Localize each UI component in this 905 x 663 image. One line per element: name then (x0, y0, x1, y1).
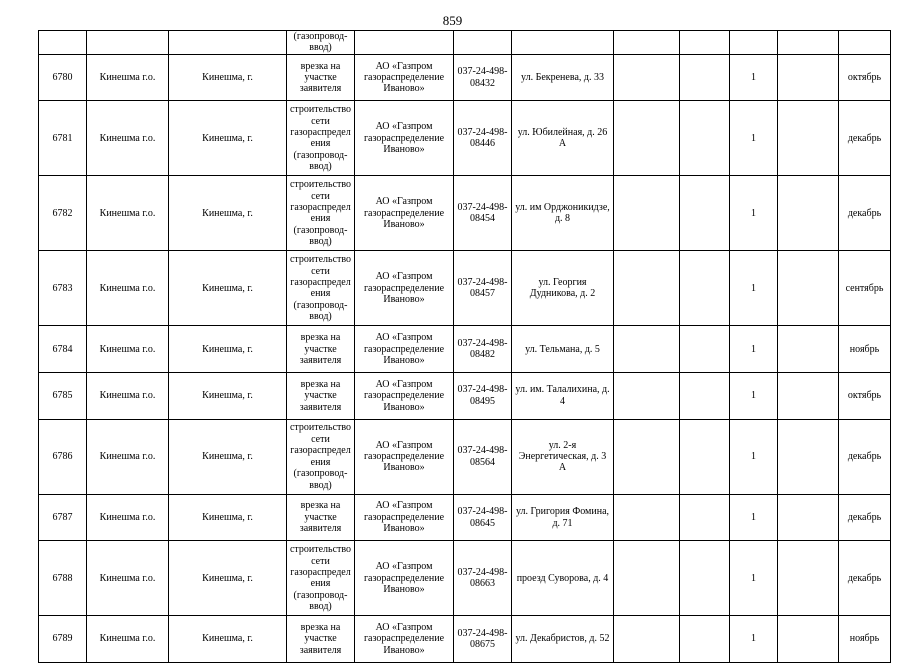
cell-application-id (454, 31, 512, 55)
cell-empty-b (680, 54, 730, 101)
cell-empty-b (680, 616, 730, 663)
cell-count: 1 (730, 373, 778, 420)
cell-number: 6782 (39, 176, 87, 251)
cell-empty-c (778, 54, 839, 101)
cell-settlement: Кинешма, г. (169, 176, 287, 251)
cell-application-id: 037-24-498-08482 (454, 326, 512, 373)
cell-number: 6781 (39, 101, 87, 176)
cell-count: 1 (730, 326, 778, 373)
cell-empty-c (778, 31, 839, 55)
cell-district: Кинешма г.о. (87, 101, 169, 176)
cell-organization: АО «Газпром газораспределение Иваново» (355, 176, 454, 251)
cell-work-type: строительство сети газораспределения (газопровод-ввод) (287, 251, 355, 326)
cell-district: Кинешма г.о. (87, 616, 169, 663)
cell-work-type: строительство сети газораспределения (газопровод-ввод) (287, 176, 355, 251)
cell-organization: АО «Газпром газораспределение Иваново» (355, 54, 454, 101)
cell-settlement: Кинешма, г. (169, 54, 287, 101)
cell-address: ул. 2-я Энергетическая, д. 3 А (512, 419, 614, 494)
cell-number: 6780 (39, 54, 87, 101)
cell-address: ул. Бекренева, д. 33 (512, 54, 614, 101)
cell-month: декабрь (839, 419, 891, 494)
table-row (39, 31, 891, 55)
cell-address: ул. Григория Фомина, д. 71 (512, 494, 614, 541)
cell-empty-c (778, 251, 839, 326)
cell-empty-c (778, 176, 839, 251)
cell-work-type: строительство сети газораспределения (газопровод-ввод) (287, 419, 355, 494)
cell-address: ул. Декабристов, д. 52 (512, 616, 614, 663)
cell-empty-a (614, 541, 680, 616)
cell-address: ул. Тельмана, д. 5 (512, 326, 614, 373)
table-row (39, 616, 891, 663)
cell-address: ул. Георгия Дудникова, д. 2 (512, 251, 614, 326)
cell-month: октябрь (839, 373, 891, 420)
cell-work-type: врезка на участке заявителя (287, 54, 355, 101)
cell-empty-a (614, 251, 680, 326)
cell-empty-c (778, 419, 839, 494)
cell-district (87, 31, 169, 55)
cell-address: ул. Юбилейная, д. 26 А (512, 101, 614, 176)
cell-empty-a (614, 326, 680, 373)
cell-count: 1 (730, 101, 778, 176)
cell-number: 6785 (39, 373, 87, 420)
cell-district: Кинешма г.о. (87, 326, 169, 373)
cell-empty-b (680, 101, 730, 176)
cell-count: 1 (730, 616, 778, 663)
cell-empty-b (680, 326, 730, 373)
cell-count: 1 (730, 541, 778, 616)
cell-application-id: 037-24-498-08446 (454, 101, 512, 176)
cell-address: ул. им Орджоникидзе, д. 8 (512, 176, 614, 251)
cell-organization: АО «Газпром газораспределение Иваново» (355, 616, 454, 663)
cell-number: 6783 (39, 251, 87, 326)
table-row (39, 251, 891, 326)
cell-application-id: 037-24-498-08564 (454, 419, 512, 494)
cell-settlement: Кинешма, г. (169, 616, 287, 663)
cell-settlement: Кинешма, г. (169, 101, 287, 176)
cell-count (730, 31, 778, 55)
cell-settlement: Кинешма, г. (169, 419, 287, 494)
cell-empty-a (614, 373, 680, 420)
cell-district: Кинешма г.о. (87, 541, 169, 616)
cell-empty-a (614, 494, 680, 541)
cell-month (839, 31, 891, 55)
cell-work-type: врезка на участке заявителя (287, 373, 355, 420)
cell-count: 1 (730, 494, 778, 541)
cell-organization: АО «Газпром газораспределение Иваново» (355, 541, 454, 616)
table-row (39, 326, 891, 373)
cell-empty-a (614, 101, 680, 176)
cell-organization: АО «Газпром газораспределение Иваново» (355, 326, 454, 373)
cell-application-id: 037-24-498-08495 (454, 373, 512, 420)
cell-empty-b (680, 31, 730, 55)
cell-number: 6787 (39, 494, 87, 541)
cell-settlement: Кинешма, г. (169, 251, 287, 326)
table-row (39, 373, 891, 420)
cell-empty-a (614, 31, 680, 55)
cell-work-type: строительство сети газораспределения (газопровод-ввод) (287, 541, 355, 616)
cell-empty-a (614, 54, 680, 101)
cell-empty-c (778, 616, 839, 663)
cell-empty-a (614, 176, 680, 251)
gas-connection-table (38, 30, 891, 663)
cell-empty-a (614, 419, 680, 494)
cell-organization (355, 31, 454, 55)
cell-application-id: 037-24-498-08432 (454, 54, 512, 101)
cell-application-id: 037-24-498-08675 (454, 616, 512, 663)
cell-empty-b (680, 176, 730, 251)
cell-month: октябрь (839, 54, 891, 101)
cell-work-type: врезка на участке заявителя (287, 616, 355, 663)
table-row (39, 101, 891, 176)
cell-month: декабрь (839, 494, 891, 541)
cell-application-id: 037-24-498-08454 (454, 176, 512, 251)
cell-district: Кинешма г.о. (87, 54, 169, 101)
cell-district: Кинешма г.о. (87, 419, 169, 494)
cell-empty-a (614, 616, 680, 663)
cell-empty-c (778, 494, 839, 541)
cell-settlement: Кинешма, г. (169, 373, 287, 420)
cell-work-type: врезка на участке заявителя (287, 326, 355, 373)
cell-number: 6789 (39, 616, 87, 663)
cell-district: Кинешма г.о. (87, 176, 169, 251)
cell-number (39, 31, 87, 55)
cell-count: 1 (730, 251, 778, 326)
cell-work-type: врезка на участке заявителя (287, 494, 355, 541)
table-row (39, 176, 891, 251)
cell-address: ул. им. Талалихина, д. 4 (512, 373, 614, 420)
page-number: 859 (442, 13, 463, 28)
cell-month: ноябрь (839, 616, 891, 663)
cell-empty-c (778, 373, 839, 420)
cell-number: 6788 (39, 541, 87, 616)
cell-application-id: 037-24-498-08457 (454, 251, 512, 326)
cell-settlement: Кинешма, г. (169, 326, 287, 373)
cell-settlement: Кинешма, г. (169, 494, 287, 541)
table-row (39, 54, 891, 101)
cell-empty-c (778, 326, 839, 373)
cell-month: декабрь (839, 176, 891, 251)
table-row (39, 541, 891, 616)
table-body (39, 31, 891, 663)
cell-settlement: Кинешма, г. (169, 541, 287, 616)
cell-empty-b (680, 251, 730, 326)
cell-count: 1 (730, 54, 778, 101)
cell-application-id: 037-24-498-08663 (454, 541, 512, 616)
cell-count: 1 (730, 176, 778, 251)
cell-empty-c (778, 541, 839, 616)
cell-number: 6784 (39, 326, 87, 373)
cell-empty-b (680, 494, 730, 541)
cell-organization: АО «Газпром газораспределение Иваново» (355, 419, 454, 494)
cell-empty-b (680, 419, 730, 494)
cell-organization: АО «Газпром газораспределение Иваново» (355, 251, 454, 326)
cell-empty-b (680, 373, 730, 420)
cell-month: декабрь (839, 541, 891, 616)
cell-address: проезд Суворова, д. 4 (512, 541, 614, 616)
table-row (39, 494, 891, 541)
cell-district: Кинешма г.о. (87, 494, 169, 541)
cell-work-type: (газопровод-ввод) (287, 31, 355, 55)
cell-organization: АО «Газпром газораспределение Иваново» (355, 373, 454, 420)
cell-month: ноябрь (839, 326, 891, 373)
cell-work-type: строительство сети газораспределения (газопровод-ввод) (287, 101, 355, 176)
table-row (39, 419, 891, 494)
cell-organization: АО «Газпром газораспределение Иваново» (355, 101, 454, 176)
cell-district: Кинешма г.о. (87, 251, 169, 326)
cell-settlement (169, 31, 287, 55)
cell-number: 6786 (39, 419, 87, 494)
cell-month: декабрь (839, 101, 891, 176)
cell-empty-c (778, 101, 839, 176)
cell-address (512, 31, 614, 55)
cell-count: 1 (730, 419, 778, 494)
cell-application-id: 037-24-498-08645 (454, 494, 512, 541)
cell-empty-b (680, 541, 730, 616)
cell-district: Кинешма г.о. (87, 373, 169, 420)
cell-month: сентябрь (839, 251, 891, 326)
cell-organization: АО «Газпром газораспределение Иваново» (355, 494, 454, 541)
